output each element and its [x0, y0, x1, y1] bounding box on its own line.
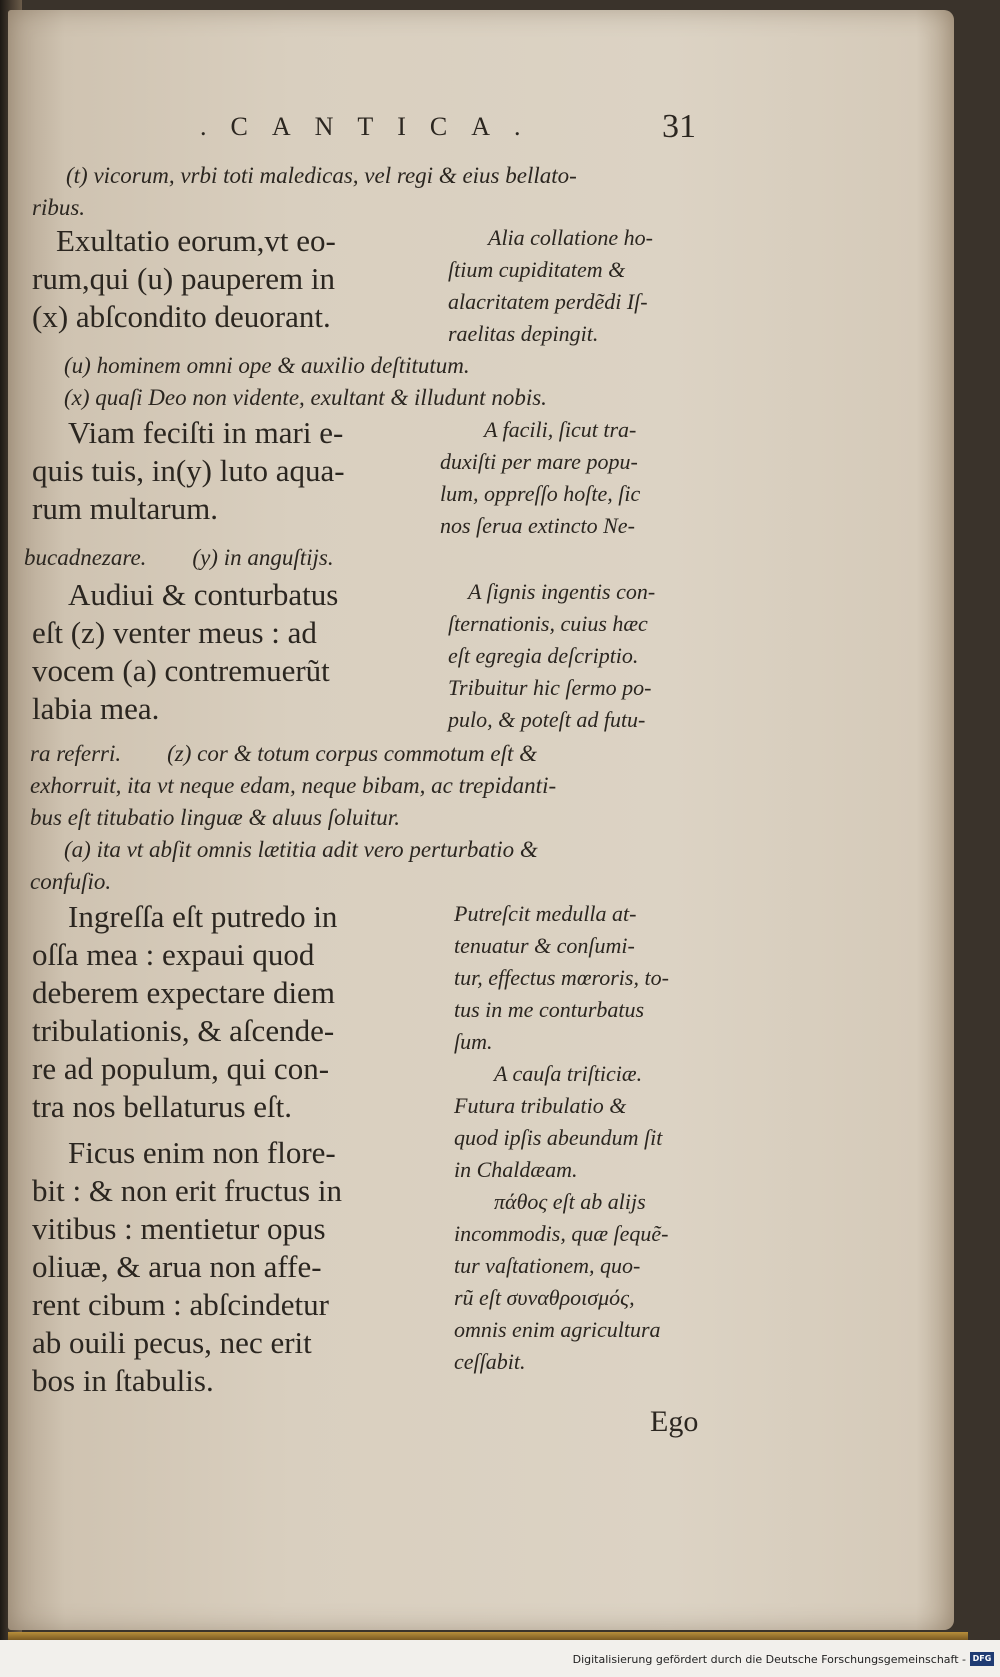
dfg-logo: DFG [970, 1652, 994, 1666]
verse-line: re ad populum, qui con- [32, 1051, 330, 1086]
verse-line: rent cibum : abſcindetur [32, 1287, 329, 1322]
gloss-line: Putreſcit medulla at- [454, 901, 637, 926]
verse-audiui [32, 576, 338, 728]
footnote-line: (t) vicorum, vrbi toti maledicas, vel regi & eius bellato- [66, 163, 577, 188]
footnote-t [32, 160, 577, 224]
verse-line: rum,qui (u) pauperem in [32, 261, 336, 296]
gloss-line: πάθος eſt ab alijs [494, 1189, 646, 1214]
verse-line: tra nos bellaturus eſt. [32, 1089, 292, 1124]
verse-line: oſſa mea : expaui quod [32, 937, 315, 972]
gloss-line: duxiſti per mare popu- [440, 449, 638, 474]
gloss-line: Alia collatione ho- [488, 225, 653, 250]
gloss-line: in Chaldæam. [454, 1157, 578, 1182]
footnote-line: (a) ita vt abſit omnis lætitia adit vero perturbatio & [64, 837, 538, 862]
footnotes-u-x [64, 350, 547, 414]
catchword: Ego [650, 1405, 699, 1438]
verse-line: bit : & non erit fructus in [32, 1173, 342, 1208]
verse-line: tribulationis, & aſcende- [32, 1013, 335, 1048]
verse-line: Ficus enim non flore- [68, 1135, 336, 1170]
footnote-line: bucadnezare. (y) in anguſtijs. [24, 545, 334, 570]
gloss-line: rũ eſt συναθροισμός, [454, 1285, 635, 1310]
footnote-line: exhorruit, ita vt neque edam, neque bibam, ac trepidanti- [30, 773, 557, 798]
gloss-line: tur, effectus mœroris, to- [454, 965, 669, 990]
page-bottom-edge [8, 1632, 968, 1640]
gloss-line: ſum. [454, 1029, 493, 1054]
gloss-line: pulo, & poteſt ad futu- [448, 707, 646, 732]
verse-line: Exultatio eorum,vt eo- [56, 223, 336, 258]
footnote-line: (x) quaſi Deo non vidente, exultant & illudunt nobis. [64, 385, 547, 410]
gloss-viam [440, 414, 720, 542]
gloss-line: A cauſa triſticiæ. [494, 1061, 643, 1086]
gloss-line: incommodis, quæ ſequẽ- [454, 1221, 669, 1246]
verse-line: Viam feciſti in mari e- [68, 415, 344, 450]
gloss-exultatio [448, 222, 716, 350]
gloss-line: ceſſabit. [454, 1349, 526, 1374]
verse-viam [32, 414, 345, 528]
verse-line: vocem (a) contremuerũt [32, 653, 330, 688]
footnote-line: bus eſt titubatio linguæ & aluus ſoluitur. [30, 805, 400, 830]
gloss-line: tenuatur & conſumi- [454, 933, 635, 958]
gloss-line: eſt egregia deſcriptio. [448, 643, 639, 668]
footnote-line: confuſio. [30, 869, 112, 894]
gloss-line: omnis enim agricultura [454, 1317, 661, 1342]
footnote-line: ra referri. (z) cor & totum corpus commotum eſt & [30, 741, 538, 766]
verse-ingressa-ficus [32, 898, 342, 1400]
gloss-line: quod ipſis abeundum ſit [454, 1125, 663, 1150]
verse-line: labia mea. [32, 691, 160, 726]
gloss-line: raelitas depingit. [448, 321, 599, 346]
gloss-line: Tribuitur hic ſermo po- [448, 675, 652, 700]
page-number: 31 [662, 108, 696, 145]
verse-line: deberem expectare diem [32, 975, 335, 1010]
gloss-line: nos ſerua extincto Ne- [440, 513, 635, 538]
gloss-line: alacritatem perdẽdi Iſ- [448, 289, 648, 314]
verse-line: Audiui & conturbatus [68, 577, 339, 612]
verse-line: vitibus : mentietur opus [32, 1211, 326, 1246]
verse-line: ab ouili pecus, nec erit [32, 1325, 312, 1360]
footnotes-z-a [30, 738, 556, 898]
verse-line: rum multarum. [32, 491, 218, 526]
gloss-line: ſtium cupiditatem & [448, 257, 626, 282]
digitization-credit: Digitalisierung gefördert durch die Deutsche Forschungsgemeinschaft - [572, 1653, 966, 1666]
gloss-line: tur vaſtationem, quo- [454, 1253, 641, 1278]
verse-exultatio [32, 222, 336, 336]
footnote-y [24, 542, 334, 574]
running-header: .CANTICA. [200, 112, 545, 141]
verse-line: eſt (z) venter meus : ad [32, 615, 317, 650]
gloss-line: A ſignis ingentis con- [468, 579, 656, 604]
gloss-line: lum, oppreſſo hoſte, ſic [440, 481, 641, 506]
footnote-line: (u) hominem omni ope & auxilio deſtitutum. [64, 353, 470, 378]
verse-line: oliuæ, & arua non affe- [32, 1249, 322, 1284]
gloss-audiui [448, 576, 720, 736]
verse-line: quis tuis, in(y) luto aqua- [32, 453, 345, 488]
gloss-ingressa-ficus [454, 898, 718, 1378]
verse-line: Ingreſſa eſt putredo in [68, 899, 338, 934]
gloss-line: tus in me conturbatus [454, 997, 645, 1022]
footnote-line: ribus. [32, 195, 86, 220]
gloss-line: ſternationis, cuius hæc [448, 611, 648, 636]
verse-line: (x) abſcondito deuorant. [32, 299, 331, 334]
verse-line: bos in ſtabulis. [32, 1363, 214, 1398]
footer-bar [0, 1640, 1000, 1677]
gloss-line: A facili, ſicut tra- [484, 417, 637, 442]
gloss-line: Futura tribulatio & [454, 1093, 627, 1118]
